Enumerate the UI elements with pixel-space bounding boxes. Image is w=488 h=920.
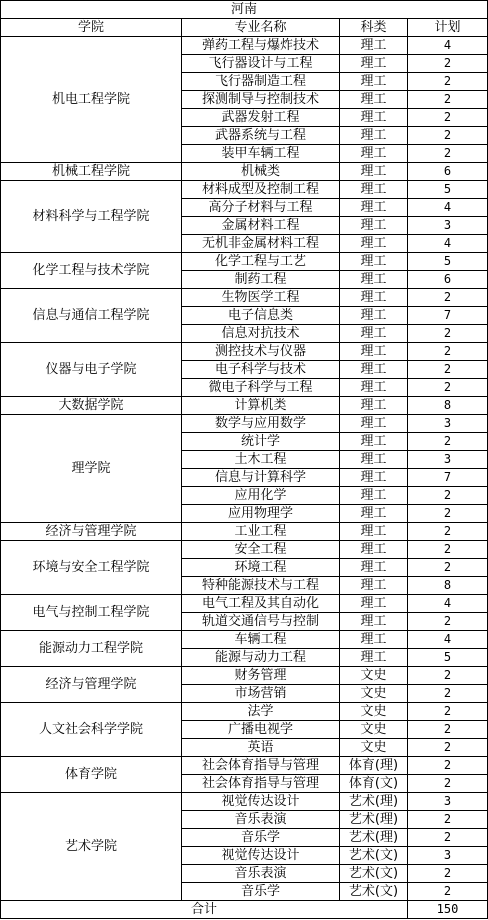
plan-cell: 4 [408,37,488,55]
category-cell: 理工 [340,595,408,613]
plan-cell: 2 [408,289,488,307]
table-row [1,541,488,559]
table-row [1,703,488,721]
category-cell: 理工 [340,55,408,73]
major-cell: 能源与动力工程 [182,649,340,667]
major-cell: 音乐学 [182,829,340,847]
major-cell: 统计学 [182,433,340,451]
total-value: 150 [408,901,488,919]
category-cell: 艺术(理) [340,793,408,811]
plan-cell: 2 [408,775,488,793]
major-cell: 视觉传达设计 [182,847,340,865]
plan-cell: 2 [408,505,488,523]
category-cell: 文史 [340,739,408,757]
total-row [1,901,488,919]
major-cell: 特种能源技术与工程 [182,577,340,595]
category-cell: 理工 [340,379,408,397]
category-cell: 理工 [340,145,408,163]
plan-cell: 2 [408,721,488,739]
major-cell: 飞行器制造工程 [182,73,340,91]
college-cell: 艺术学院 [1,793,182,901]
category-cell: 理工 [340,91,408,109]
major-cell: 电子信息类 [182,307,340,325]
plan-cell: 4 [408,235,488,253]
table-row [1,37,488,55]
plan-cell: 5 [408,181,488,199]
category-cell: 理工 [340,37,408,55]
category-cell: 文史 [340,685,408,703]
major-cell: 微电子科学与工程 [182,379,340,397]
plan-cell: 6 [408,271,488,289]
category-cell: 理工 [340,505,408,523]
major-cell: 电气工程及其自动化 [182,595,340,613]
category-cell: 理工 [340,613,408,631]
plan-cell: 5 [408,649,488,667]
major-cell: 材料成型及控制工程 [182,181,340,199]
category-cell: 理工 [340,451,408,469]
plan-cell: 2 [408,613,488,631]
table-row [1,163,488,181]
major-cell: 音乐学 [182,883,340,901]
category-cell: 理工 [340,415,408,433]
plan-cell: 3 [408,793,488,811]
major-cell: 测控技术与仪器 [182,343,340,361]
table-row [1,253,488,271]
title-row [1,1,488,19]
table-row [1,523,488,541]
category-cell: 文史 [340,667,408,685]
major-cell: 轨道交通信号与控制 [182,613,340,631]
category-cell: 理工 [340,469,408,487]
plan-cell: 2 [408,109,488,127]
plan-cell: 2 [408,379,488,397]
plan-cell: 4 [408,631,488,649]
major-cell: 电子科学与技术 [182,361,340,379]
category-cell: 理工 [340,235,408,253]
header-row [1,19,488,37]
major-cell: 音乐表演 [182,811,340,829]
plan-cell: 2 [408,541,488,559]
table-body [1,1,488,919]
table-row [1,595,488,613]
college-cell: 理学院 [1,415,182,523]
plan-cell: 7 [408,469,488,487]
college-cell: 经济与管理学院 [1,667,182,703]
category-cell: 艺术(理) [340,811,408,829]
plan-cell: 2 [408,91,488,109]
category-cell: 理工 [340,361,408,379]
category-cell: 理工 [340,433,408,451]
college-cell: 化学工程与技术学院 [1,253,182,289]
category-cell: 理工 [340,487,408,505]
category-cell: 艺术(文) [340,883,408,901]
major-cell: 高分子材料与工程 [182,199,340,217]
plan-cell: 2 [408,757,488,775]
table-row [1,181,488,199]
plan-cell: 2 [408,343,488,361]
major-cell: 信息对抗技术 [182,325,340,343]
category-cell: 理工 [340,163,408,181]
category-cell: 理工 [340,181,408,199]
header-category: 科类 [340,19,408,37]
plan-cell: 3 [408,415,488,433]
category-cell: 理工 [340,631,408,649]
major-cell: 化学工程与工艺 [182,253,340,271]
major-cell: 安全工程 [182,541,340,559]
major-cell: 武器系统与工程 [182,127,340,145]
plan-cell: 2 [408,55,488,73]
major-cell: 生物医学工程 [182,289,340,307]
plan-cell: 2 [408,523,488,541]
table-row [1,793,488,811]
plan-cell: 5 [408,253,488,271]
table-row [1,397,488,415]
plan-cell: 2 [408,73,488,91]
category-cell: 理工 [340,253,408,271]
table-row [1,631,488,649]
plan-cell: 2 [408,703,488,721]
major-cell: 无机非金属材料工程 [182,235,340,253]
college-cell: 人文社会科学学院 [1,703,182,757]
plan-cell: 2 [408,883,488,901]
table-row [1,343,488,361]
major-cell: 应用物理学 [182,505,340,523]
table-row [1,415,488,433]
major-cell: 金属材料工程 [182,217,340,235]
major-cell: 工业工程 [182,523,340,541]
college-cell: 材料科学与工程学院 [1,181,182,253]
category-cell: 文史 [340,721,408,739]
major-cell: 飞行器设计与工程 [182,55,340,73]
major-cell: 制药工程 [182,271,340,289]
category-cell: 理工 [340,343,408,361]
header-major: 专业名称 [182,19,340,37]
major-cell: 车辆工程 [182,631,340,649]
plan-cell: 2 [408,667,488,685]
major-cell: 弹药工程与爆炸技术 [182,37,340,55]
major-cell: 环境工程 [182,559,340,577]
major-cell: 广播电视学 [182,721,340,739]
category-cell: 理工 [340,649,408,667]
plan-cell: 6 [408,163,488,181]
category-cell: 文史 [340,703,408,721]
category-cell: 理工 [340,199,408,217]
table-row [1,289,488,307]
plan-cell: 2 [408,685,488,703]
college-cell: 大数据学院 [1,397,182,415]
plan-cell: 2 [408,487,488,505]
college-cell: 经济与管理学院 [1,523,182,541]
plan-cell: 8 [408,397,488,415]
major-cell: 数学与应用数学 [182,415,340,433]
table-title: 河南 [1,1,488,19]
major-cell: 机械类 [182,163,340,181]
category-cell: 艺术(文) [340,847,408,865]
major-cell: 装甲车辆工程 [182,145,340,163]
plan-cell: 2 [408,865,488,883]
category-cell: 理工 [340,577,408,595]
plan-cell: 8 [408,577,488,595]
college-cell: 电气与控制工程学院 [1,595,182,631]
college-cell: 体育学院 [1,757,182,793]
category-cell: 体育(文) [340,775,408,793]
major-cell: 社会体育指导与管理 [182,757,340,775]
category-cell: 理工 [340,217,408,235]
college-cell: 环境与安全工程学院 [1,541,182,595]
college-cell: 仪器与电子学院 [1,343,182,397]
table-row [1,757,488,775]
college-cell: 信息与通信工程学院 [1,289,182,343]
header-college: 学院 [1,19,182,37]
college-cell: 能源动力工程学院 [1,631,182,667]
major-cell: 武器发射工程 [182,109,340,127]
total-label: 合计 [1,901,408,919]
plan-cell: 4 [408,595,488,613]
major-cell: 视觉传达设计 [182,793,340,811]
plan-cell: 2 [408,325,488,343]
plan-cell: 3 [408,451,488,469]
category-cell: 体育(理) [340,757,408,775]
major-cell: 社会体育指导与管理 [182,775,340,793]
major-cell: 计算机类 [182,397,340,415]
major-cell: 土木工程 [182,451,340,469]
table-row [1,667,488,685]
category-cell: 理工 [340,397,408,415]
plan-cell: 4 [408,199,488,217]
plan-cell: 2 [408,145,488,163]
plan-cell: 2 [408,127,488,145]
category-cell: 理工 [340,325,408,343]
major-cell: 英语 [182,739,340,757]
college-cell: 机械工程学院 [1,163,182,181]
category-cell: 理工 [340,559,408,577]
plan-cell: 2 [408,559,488,577]
header-plan: 计划 [408,19,488,37]
category-cell: 理工 [340,127,408,145]
category-cell: 理工 [340,541,408,559]
category-cell: 艺术(理) [340,829,408,847]
plan-cell: 2 [408,811,488,829]
college-cell: 机电工程学院 [1,37,182,163]
category-cell: 艺术(文) [340,865,408,883]
plan-cell: 2 [408,829,488,847]
plan-cell: 3 [408,217,488,235]
plan-cell: 7 [408,307,488,325]
major-cell: 财务管理 [182,667,340,685]
major-cell: 应用化学 [182,487,340,505]
category-cell: 理工 [340,271,408,289]
category-cell: 理工 [340,289,408,307]
major-cell: 音乐表演 [182,865,340,883]
major-cell: 市场营销 [182,685,340,703]
plan-cell: 2 [408,361,488,379]
major-cell: 法学 [182,703,340,721]
plan-cell: 3 [408,847,488,865]
category-cell: 理工 [340,307,408,325]
major-cell: 探测制导与控制技术 [182,91,340,109]
plan-cell: 2 [408,739,488,757]
category-cell: 理工 [340,109,408,127]
plan-cell: 2 [408,433,488,451]
major-cell: 信息与计算科学 [182,469,340,487]
category-cell: 理工 [340,73,408,91]
category-cell: 理工 [340,523,408,541]
